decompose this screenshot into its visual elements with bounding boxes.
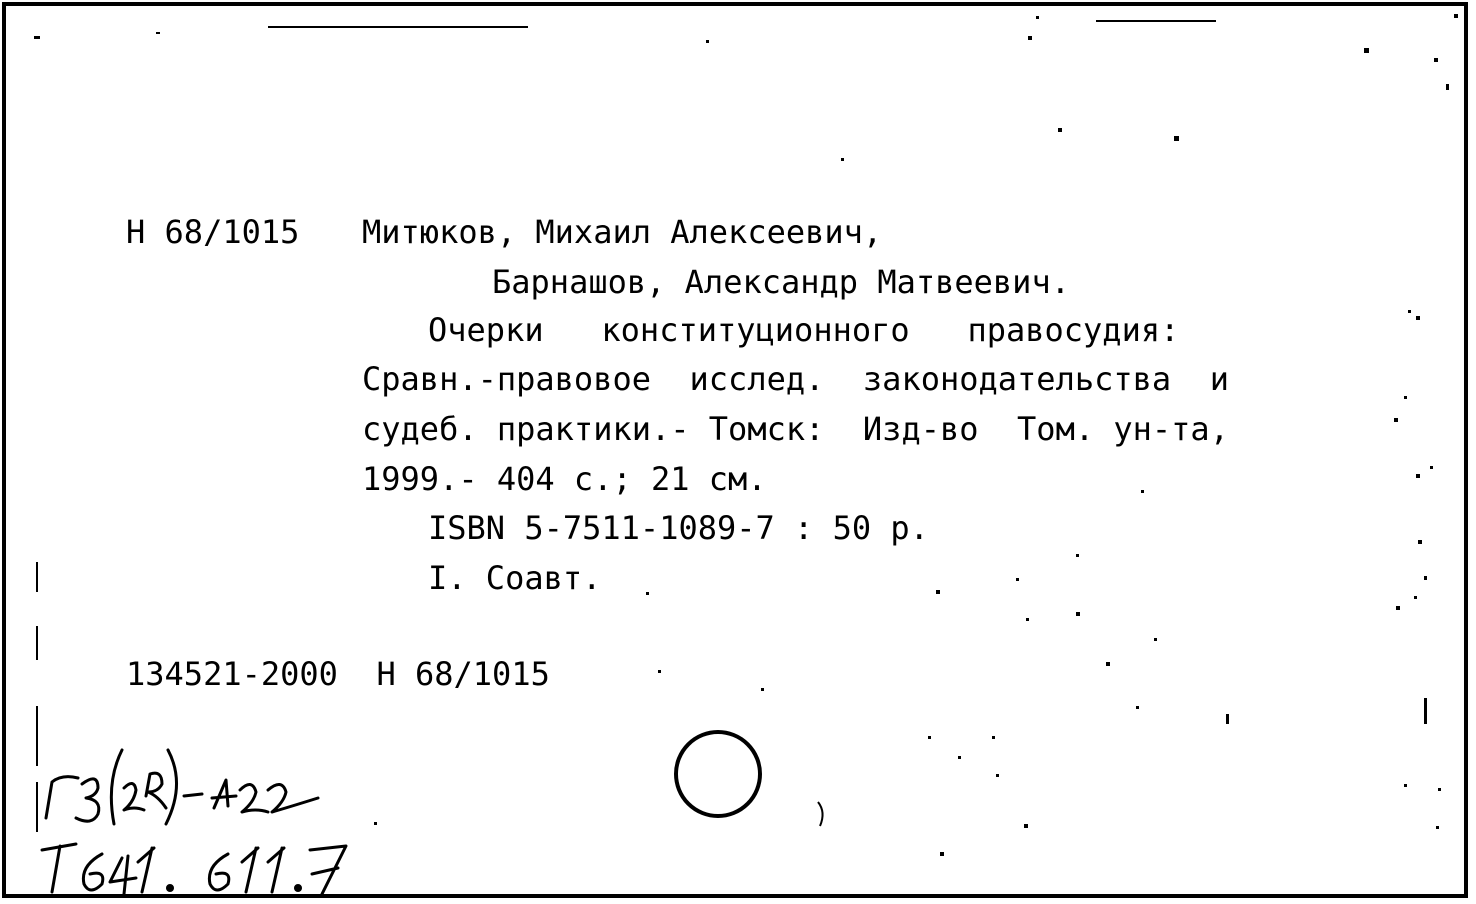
title-line-4: 1999.- 404 с.; 21 см.: [362, 460, 767, 498]
title-line-3: судеб. практики.- Томск: Изд-во Том. ун-та,: [362, 410, 1229, 448]
tracing-line: I. Соавт.: [428, 559, 602, 597]
title-line-2: Сравн.-правовое исслед. законодательства и: [362, 360, 1229, 398]
shelf-mark: Н 68/1015: [126, 213, 300, 251]
isbn-line: ISBN 5-7511-1089-7 : 50 р.: [428, 509, 929, 547]
title-line-1: Очерки конституционного правосудия:: [428, 311, 1180, 349]
inventory-line: 134521-2000 Н 68/1015: [126, 655, 550, 693]
handwritten-classification: [6, 6, 1468, 898]
coauthor-line: Барнашов, Александр Матвеевич.: [492, 263, 1070, 301]
author-heading: Митюков, Михаил Алексеевич,: [362, 213, 883, 251]
catalog-card: [2, 2, 1468, 898]
